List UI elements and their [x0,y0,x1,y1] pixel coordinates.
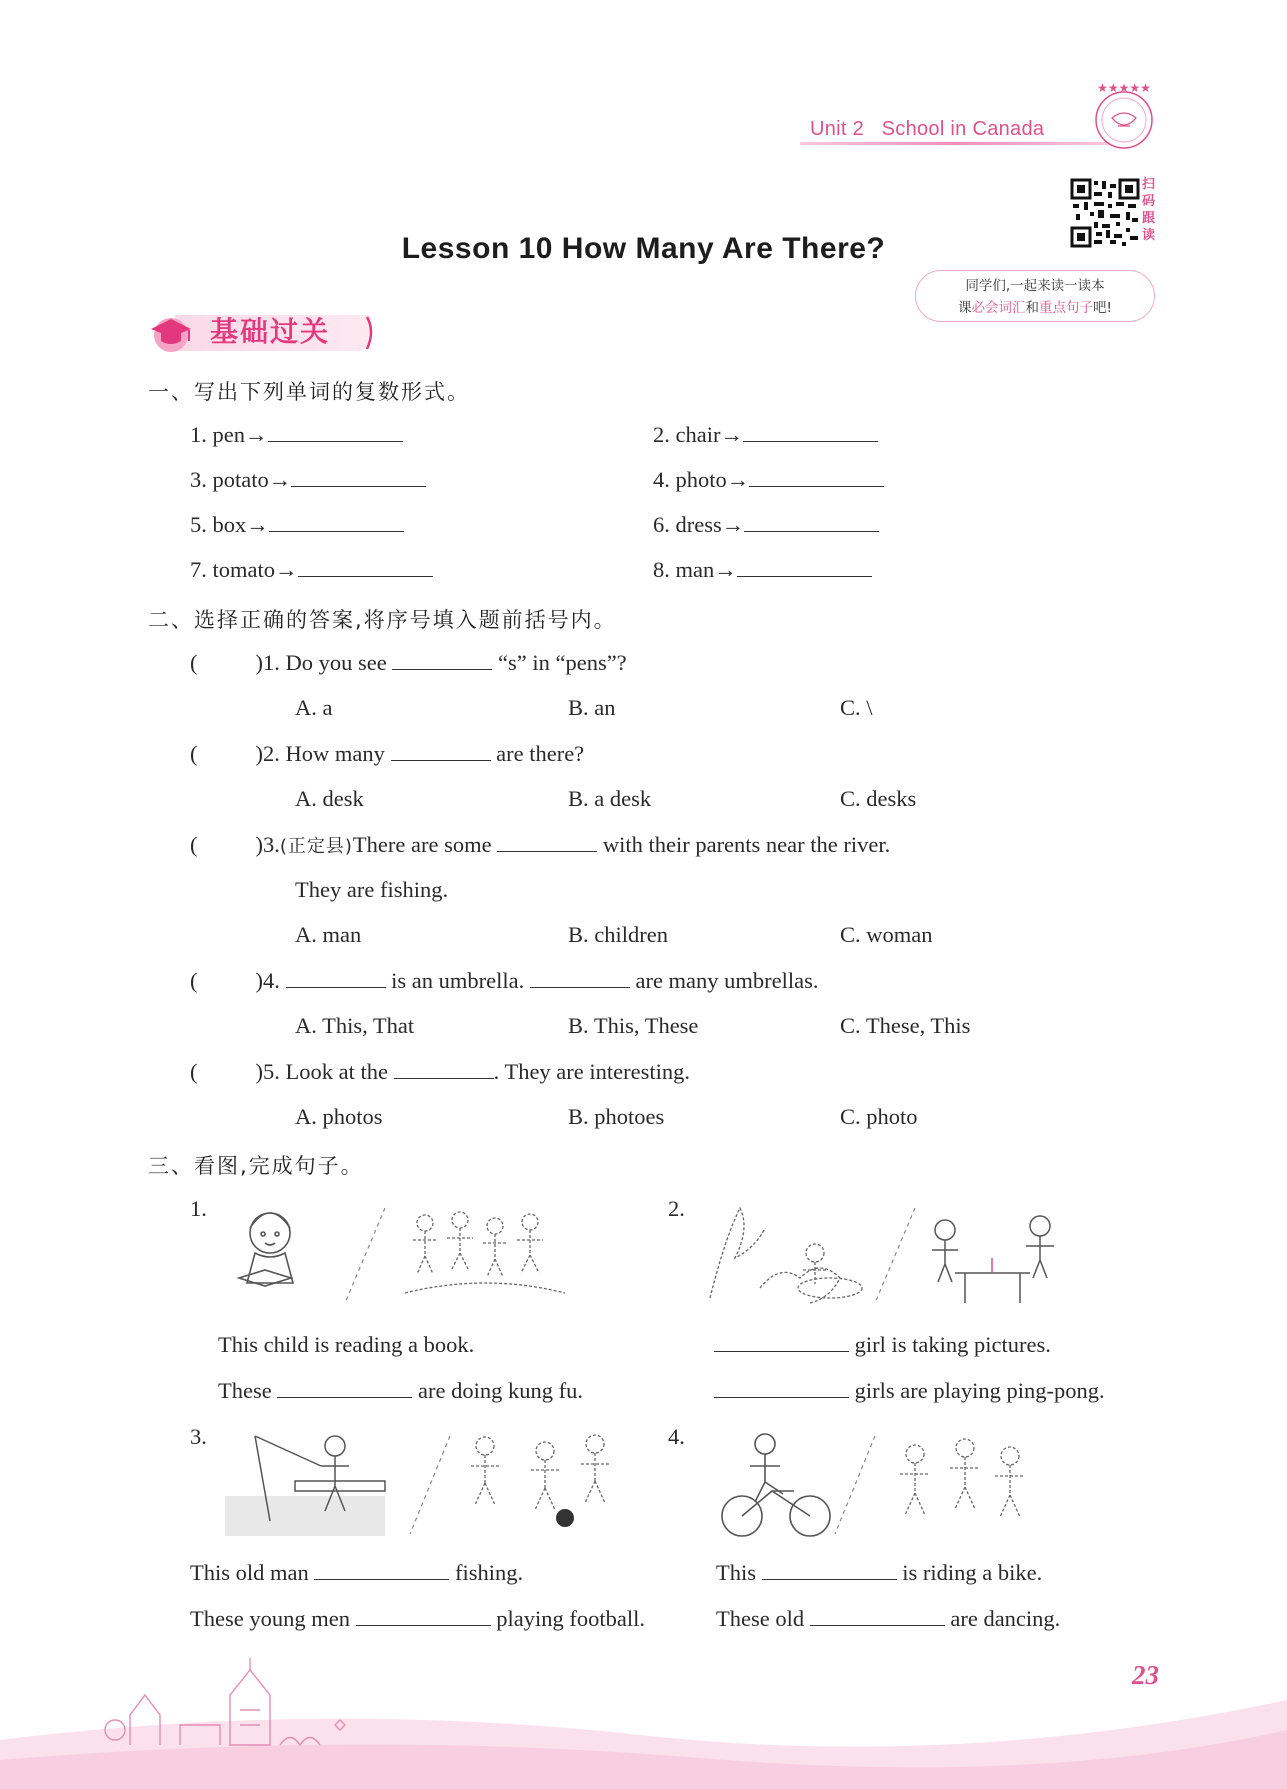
answer-blank[interactable] [497,833,597,852]
sentence-1a: This child is reading a book. [218,1332,475,1357]
answer-blank[interactable] [530,969,630,988]
sentence-4b [716,1606,1060,1632]
question-number: )2. [255,741,280,766]
bubble-highlight: 必会词汇 [971,300,1026,316]
item-number: 5. [190,512,207,537]
item-number: 6. [653,512,670,537]
question-text: are many umbrellas. [635,968,819,993]
answer-blank[interactable] [356,1607,491,1626]
answer-blank[interactable] [291,468,426,487]
answer-blank[interactable] [314,1561,449,1580]
sentence-text: is riding a bike. [902,1560,1043,1585]
answer-blank[interactable] [810,1607,945,1626]
item-word: box→ [212,512,269,537]
item-word: man→ [675,557,737,582]
picture-photo-and-pingpong [700,1198,1100,1308]
option-b[interactable]: B. a desk [568,786,652,811]
question-text: “s” in “pens”? [497,650,627,675]
option-a[interactable]: A. desk [295,786,364,811]
question-4: ( )4. is an umbrella. are many umbrellas. [190,968,819,993]
page-number: 23 [1132,1660,1159,1690]
question-text: There are some [352,832,492,857]
option-c[interactable]: C. woman [840,922,933,947]
item-word: dress→ [675,512,745,537]
question-source-tag: (正定县) [279,836,353,857]
answer-blank[interactable] [277,1379,412,1398]
picture-number: 1. [190,1196,207,1221]
lesson-title: Lesson 10 How Many Are There? [401,232,886,265]
brand-seal-icon [1088,80,1160,152]
part1-item [190,422,403,448]
part1-item [653,467,884,493]
picture-fishing-and-football [225,1426,625,1541]
sentence-text: This old man [190,1560,309,1585]
bubble-text: 课 [958,300,972,316]
footer-town-icon [100,1650,440,1750]
answer-blank[interactable] [762,1561,897,1580]
answer-blank[interactable] [743,423,878,442]
speech-bubble [915,270,1155,322]
sentence-text: These old [716,1606,805,1631]
sentence-text: These young men [190,1606,350,1631]
picture-reading-and-kungfu [225,1198,585,1308]
part1-item [653,512,879,538]
sentence-2a [714,1332,1051,1358]
option-c[interactable]: C. photo [840,1104,918,1129]
sentence-3a [190,1560,523,1586]
picture-number: 4. [668,1424,685,1449]
item-word: potato→ [212,467,292,492]
option-a[interactable]: A. This, That [295,1013,415,1038]
option-b[interactable]: B. an [568,695,616,720]
bubble-highlight: 重点句子 [1039,300,1094,316]
item-word: pen→ [212,422,268,447]
option-a[interactable]: A. man [295,922,362,947]
answer-blank[interactable] [749,468,884,487]
sentence-3b [190,1606,645,1632]
qr-caption-char: 码 [1142,194,1156,209]
question-text: are there? [496,741,585,766]
part1-title: 一、写出下列单词的复数形式。 [148,380,470,404]
picture-bike-and-dancing [710,1426,1070,1541]
question-text: . They are interesting. [493,1059,691,1084]
part1-item [190,512,404,538]
answer-blank[interactable] [392,651,492,670]
picture-number: 2. [668,1196,685,1221]
question-text: They are fishing. [295,877,449,902]
bubble-text: 吧! [1093,300,1112,316]
sentence-text: are doing kung fu. [417,1378,583,1403]
answer-blank[interactable] [286,969,386,988]
part2-title: 二、选择正确的答案,将序号填入题前括号内。 [148,608,617,632]
item-number: 4. [653,467,670,492]
unit-header [810,118,1044,141]
answer-blank[interactable] [744,513,879,532]
question-5: ( )5. Look at the . They are interesting. [190,1059,691,1084]
question-text: How many [285,741,385,766]
svg-text:★★★★★: ★★★★★ [1097,81,1151,95]
sentence-text: This [716,1560,757,1585]
answer-blank[interactable] [737,558,872,577]
part1-item [653,557,872,583]
option-c[interactable]: C. \ [840,695,873,720]
option-c[interactable]: C. desks [840,786,917,811]
question-text: Look at the [285,1059,388,1084]
question-number: )1. [255,650,280,675]
answer-blank[interactable] [298,558,433,577]
option-b[interactable]: B. children [568,922,668,947]
option-a[interactable]: A. a [295,695,333,720]
answer-blank[interactable] [269,513,404,532]
unit-title: School in Canada [881,118,1045,140]
sentence-4a [716,1560,1042,1586]
sentence-text: playing football. [496,1606,645,1631]
item-word: photo→ [675,467,750,492]
option-a[interactable]: A. photos [295,1104,383,1129]
part3-title: 三、看图,完成句子。 [148,1154,364,1178]
item-number: 8. [653,557,670,582]
question-text: with their parents near the river. [602,832,891,857]
item-number: 2. [653,422,670,447]
answer-blank[interactable] [391,742,491,761]
option-b[interactable]: B. photoes [568,1104,665,1129]
question-3: ( )3.(正定县)There are some with their parents near the river. [190,832,891,857]
picture-number: 3. [190,1424,207,1449]
part1-item [653,422,878,448]
option-c[interactable]: C. These, This [840,1013,971,1038]
unit-number: Unit 2 [810,118,865,140]
sentence-1b [218,1378,583,1404]
qr-caption-char: 读 [1142,228,1156,243]
sentence-text: girl is taking pictures. [854,1332,1051,1357]
header-divider [800,142,1110,145]
question-number: )5. [255,1059,280,1084]
question-text: is an umbrella. [391,968,525,993]
question-number: )4. [255,968,280,993]
qr-caption-char: 扫 [1142,177,1156,192]
question-2: ( )2. How many are there? [190,741,585,766]
answer-blank[interactable] [714,1333,849,1352]
section-label: 基础过关 [210,315,331,348]
part1-item [190,557,433,583]
qr-caption-char: 跟 [1142,211,1156,226]
item-number: 7. [190,557,207,582]
sentence-text: These [218,1378,272,1403]
question-1: ( )1. Do you see “s” in “pens”? [190,650,627,675]
question-text: Do you see [285,650,387,675]
sentence-text: are dancing. [950,1606,1061,1631]
bubble-text: 和 [1025,300,1040,316]
option-b[interactable]: B. This, These [568,1013,699,1038]
bubble-line-1: 同学们,一起来读一读本 [965,278,1105,294]
item-number: 3. [190,467,207,492]
sentence-2b [714,1378,1105,1404]
item-word: tomato→ [212,557,298,582]
item-word: chair→ [675,422,743,447]
sentence-text: fishing. [455,1560,524,1585]
sentence-text: girls are playing ping-pong. [854,1378,1105,1403]
answer-blank[interactable] [714,1379,849,1398]
answer-blank[interactable] [268,423,403,442]
part1-item [190,467,426,493]
item-number: 1. [190,422,207,447]
answer-blank[interactable] [394,1060,494,1079]
question-number: )3. [255,832,280,857]
bubble-line-2 [916,297,1154,319]
